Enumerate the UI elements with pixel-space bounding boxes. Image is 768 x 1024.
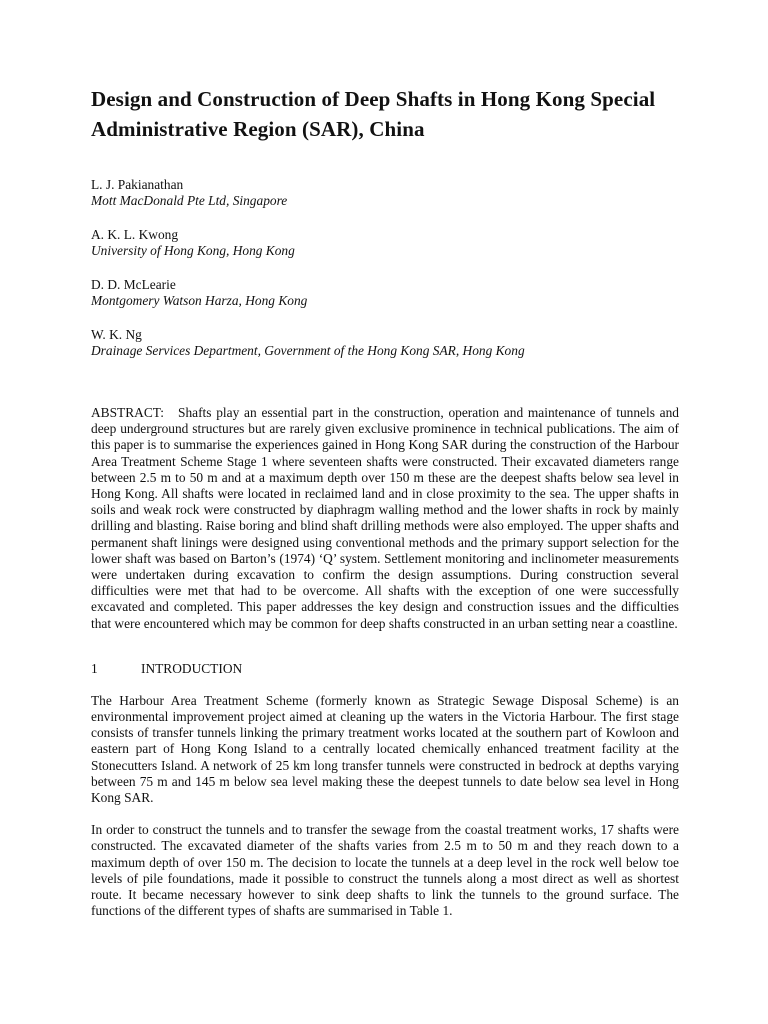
author-block (91, 277, 679, 309)
author-block (91, 327, 679, 359)
author-name: A. K. L. Kwong (91, 227, 179, 242)
abstract-label: ABSTRACT: (91, 405, 164, 420)
section-title: INTRODUCTION (141, 660, 243, 676)
abstract (91, 405, 679, 632)
author-list (91, 177, 679, 359)
abstract-text: Shafts play an essential part in the construction, operation and maintenance of tunnels and deep underground structures but are rarely given exclusive prominence in technical publications. The aim of this paper is to summarise the experiences gained in Hong Kong SAR during the construction of the Harbour Area Treatment Scheme Stage 1 where seventeen shafts were constructed. Their excavated diameters range between 2.5 m to 50 m and at a maximum depth over 150 m these are the deepest shafts below sea level in Hong Kong. All shafts were located in reclaimed land and in close proximity to the sea. The upper shafts in soils and weak rock were constructed by diaphragm walling method and the lower shafts in rock by mainly drilling and blasting. Raise boring and blind shaft drilling methods were also employed. The upper shafts and permanent shaft linings were designed using conventional methods and the primary support selection for the lower shaft was based on Barton’s (1974) ‘Q’ system. Settlement monitoring and inclinometer measurements were undertaken during excavation to confirm the design assumptions. During construction several difficulties were met that had to be overcome. All shafts with the exception of one were successfully excavated and completed. This paper addresses the key design and construction issues and the difficulties that were encountered which may be common for deep shafts constructed in an urban setting near a coastline. (91, 405, 679, 631)
paper-title: Design and Construction of Deep Shafts in Hong Kong Special Administrative Region (SAR), China (91, 87, 656, 141)
author-affiliation: University of Hong Kong, Hong Kong (91, 243, 295, 258)
author-affiliation: Montgomery Watson Harza, Hong Kong (91, 293, 308, 308)
author-block (91, 177, 679, 209)
section-number: 1 (91, 660, 98, 676)
author-affiliation: Mott MacDonald Pte Ltd, Singapore (91, 193, 288, 208)
author-name: D. D. McLearie (91, 277, 176, 292)
author-name: W. K. Ng (91, 327, 142, 342)
author-block (91, 227, 679, 259)
body-paragraph: The Harbour Area Treatment Scheme (formerly known as Strategic Sewage Disposal Scheme) is an environmental improvement project aimed at cleaning up the waters in the Victoria Harbour. The first stage consists of transfer tunnels linking the primary treatment works located at the southern part of Kowloon and eastern part of Hong Kong Island to a centrally located chemically enhanced treatment facility at the Stonecutters Island. A network of 25 km long transfer tunnels were constructed in bedrock at depths varying between 75 m and 145 m below sea level making these the deepest tunnels to date below sea level in Hong Kong SAR. (91, 692, 679, 806)
author-affiliation: Drainage Services Department, Government of the Hong Kong SAR, Hong Kong (91, 343, 525, 358)
paper-page (91, 84, 679, 933)
section-heading (91, 661, 679, 677)
body-paragraph: In order to construct the tunnels and to transfer the sewage from the coastal treatment works, 17 shafts were constructed. The excavated diameter of the shafts varies from 2.5 m to 50 m and they reach down to a maximum depth of over 150 m. The decision to locate the tunnels at a deep level in the rock well below toe levels of pile foundations, made it possible to construct the tunnels along a most direct as well as shortest route. It became necessary however to sink deep shafts to link the tunnels to the ground surface. The functions of the different types of shafts are summarised in Table 1. (91, 822, 679, 919)
author-name: L. J. Pakianathan (91, 177, 184, 192)
